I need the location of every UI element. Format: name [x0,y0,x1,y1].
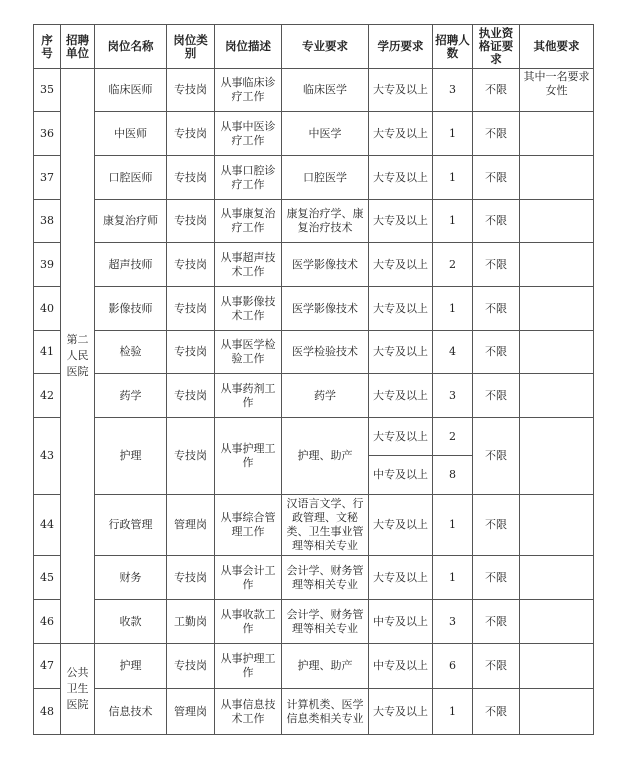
cell-desc: 从事护理工作 [215,644,282,689]
cell-major: 医学检验技术 [282,331,369,374]
table-row [34,600,594,644]
cell-cert: 不限 [473,556,520,600]
cell-major: 计算机类、医学信息类相关专业 [282,689,369,735]
cell-count: 1 [433,556,473,600]
cell-desc: 从事临床诊疗工作 [215,69,282,112]
cell-cert: 不限 [473,112,520,156]
cell-category: 管理岗 [167,689,215,735]
cell-desc: 从事医学检验工作 [215,331,282,374]
cell-cert: 不限 [473,418,520,495]
cell-count: 3 [433,600,473,644]
header-edu: 学历要求 [369,25,433,69]
cell-no: 42 [34,374,61,418]
table-row [34,331,594,374]
table-row [34,495,594,556]
cell-no: 37 [34,156,61,200]
cell-name: 超声技师 [95,243,167,287]
cell-no: 45 [34,556,61,600]
table-row [34,243,594,287]
cell-cert: 不限 [473,69,520,112]
cell-desc: 从事超声技术工作 [215,243,282,287]
cell-count: 4 [433,331,473,374]
header-cert: 执业资格证要求 [473,25,520,69]
cell-name: 护理 [95,644,167,689]
cell-desc: 从事中医诊疗工作 [215,112,282,156]
table-row [34,689,594,735]
cell-count: 1 [433,200,473,243]
header-unit: 招聘单位 [61,25,95,69]
cell-name: 药学 [95,374,167,418]
cell-desc: 从事综合管理工作 [215,495,282,556]
cell-edu: 大专及以上 [369,156,433,200]
cell-category: 专技岗 [167,556,215,600]
header-major: 专业要求 [282,25,369,69]
cell-major: 中医学 [282,112,369,156]
cell-other: 其中一名要求女性 [520,69,594,112]
cell-category: 专技岗 [167,156,215,200]
cell-edu: 大专及以上 [369,287,433,331]
cell-name: 口腔医师 [95,156,167,200]
cell-major: 康复治疗学、康复治疗技术 [282,200,369,243]
cell-edu: 大专及以上 [369,374,433,418]
cell-major: 医学影像技术 [282,243,369,287]
cell-major: 会计学、财务管理等相关专业 [282,600,369,644]
header-name: 岗位名称 [95,25,167,69]
cell-other [520,495,594,556]
cell-major: 口腔医学 [282,156,369,200]
table-row [34,644,594,689]
cell-edu: 中专及以上 [369,644,433,689]
cell-count: 6 [433,644,473,689]
cell-count: 8 [433,456,473,495]
cell-no: 47 [34,644,61,689]
cell-desc: 从事信息技术工作 [215,689,282,735]
cell-major: 护理、助产 [282,644,369,689]
cell-category: 专技岗 [167,374,215,418]
cell-name: 行政管理 [95,495,167,556]
cell-other [520,200,594,243]
cell-major: 临床医学 [282,69,369,112]
header-other: 其他要求 [520,25,594,69]
cell-other [520,112,594,156]
header-category: 岗位类别 [167,25,215,69]
cell-cert: 不限 [473,689,520,735]
cell-count: 3 [433,69,473,112]
cell-unit: 公共卫生医院 [61,644,95,735]
cell-category: 专技岗 [167,69,215,112]
cell-edu: 大专及以上 [369,689,433,735]
cell-other [520,418,594,495]
table-row [34,418,594,456]
cell-count: 2 [433,418,473,456]
table-row [34,200,594,243]
cell-cert: 不限 [473,495,520,556]
cell-no: 38 [34,200,61,243]
cell-no: 39 [34,243,61,287]
cell-edu: 大专及以上 [369,418,433,456]
cell-edu: 大专及以上 [369,243,433,287]
cell-edu: 大专及以上 [369,112,433,156]
cell-edu: 中专及以上 [369,456,433,495]
cell-cert: 不限 [473,331,520,374]
cell-count: 1 [433,495,473,556]
recruitment-table [33,24,594,735]
table-row [34,287,594,331]
cell-cert: 不限 [473,600,520,644]
cell-other [520,287,594,331]
cell-category: 专技岗 [167,331,215,374]
cell-cert: 不限 [473,644,520,689]
cell-major: 药学 [282,374,369,418]
cell-edu: 大专及以上 [369,495,433,556]
cell-category: 专技岗 [167,243,215,287]
cell-category: 专技岗 [167,200,215,243]
cell-no: 43 [34,418,61,495]
cell-edu: 大专及以上 [369,200,433,243]
cell-name: 检验 [95,331,167,374]
cell-other [520,243,594,287]
cell-other [520,374,594,418]
cell-no: 44 [34,495,61,556]
cell-other [520,689,594,735]
cell-no: 46 [34,600,61,644]
cell-count: 1 [433,156,473,200]
cell-other [520,556,594,600]
cell-desc: 从事康复治疗工作 [215,200,282,243]
table-row [34,112,594,156]
cell-name: 信息技术 [95,689,167,735]
cell-major: 汉语言文学、行政管理、文秘类、卫生事业管理等相关专业 [282,495,369,556]
header-count: 招聘人数 [433,25,473,69]
cell-name: 收款 [95,600,167,644]
cell-cert: 不限 [473,287,520,331]
cell-unit: 第二人民医院 [61,69,95,644]
header-row [34,25,594,69]
table-row [34,374,594,418]
cell-major: 护理、助产 [282,418,369,495]
cell-edu: 大专及以上 [369,331,433,374]
cell-name: 康复治疗师 [95,200,167,243]
cell-desc: 从事药剂工作 [215,374,282,418]
cell-category: 工勤岗 [167,600,215,644]
cell-cert: 不限 [473,374,520,418]
cell-other [520,156,594,200]
table-row [34,156,594,200]
cell-major: 医学影像技术 [282,287,369,331]
header-desc: 岗位描述 [215,25,282,69]
cell-no: 40 [34,287,61,331]
cell-category: 管理岗 [167,495,215,556]
cell-name: 护理 [95,418,167,495]
table-row [34,69,594,112]
cell-edu: 大专及以上 [369,69,433,112]
cell-desc: 从事影像技术工作 [215,287,282,331]
cell-no: 41 [34,331,61,374]
cell-cert: 不限 [473,243,520,287]
cell-desc: 从事口腔诊疗工作 [215,156,282,200]
cell-no: 48 [34,689,61,735]
cell-other [520,600,594,644]
cell-count: 1 [433,689,473,735]
header-no: 序号 [34,25,61,69]
cell-name: 中医师 [95,112,167,156]
cell-cert: 不限 [473,200,520,243]
cell-desc: 从事护理工作 [215,418,282,495]
cell-count: 1 [433,287,473,331]
cell-category: 专技岗 [167,418,215,495]
cell-name: 临床医师 [95,69,167,112]
cell-count: 2 [433,243,473,287]
cell-category: 专技岗 [167,644,215,689]
cell-major: 会计学、财务管理等相关专业 [282,556,369,600]
table-row [34,556,594,600]
cell-edu: 中专及以上 [369,600,433,644]
cell-other [520,644,594,689]
cell-no: 35 [34,69,61,112]
cell-other [520,331,594,374]
cell-count: 3 [433,374,473,418]
cell-cert: 不限 [473,156,520,200]
cell-category: 专技岗 [167,112,215,156]
cell-name: 影像技师 [95,287,167,331]
cell-no: 36 [34,112,61,156]
cell-name: 财务 [95,556,167,600]
cell-edu: 大专及以上 [369,556,433,600]
cell-category: 专技岗 [167,287,215,331]
cell-desc: 从事收款工作 [215,600,282,644]
cell-count: 1 [433,112,473,156]
cell-desc: 从事会计工作 [215,556,282,600]
